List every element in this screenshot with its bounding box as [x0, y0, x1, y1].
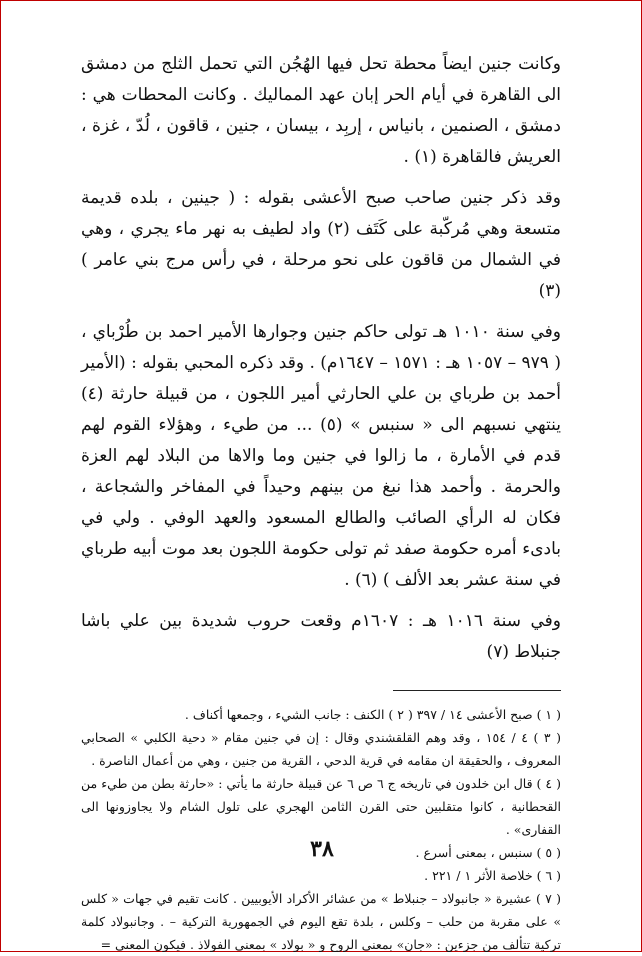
paragraph-year-1016: وفي سنة ١٠١٦ هـ : ١٦٠٧م وقعت حروب شديدة بين علي باشا جنبلاط (٧)	[81, 611, 561, 662]
footnote-3: ( ٣ ) ٤ / ١٥٤ ، وقد وهم القلقشندي وقال : إن في جنين مقام « دحية الكلبي » الصحابي المعروف ، والحقيقة ان مقامه في قرية الدحي ، القرية من جنين ، وهي من أعمال الناصرة .	[81, 730, 561, 768]
footnotes	[81, 703, 561, 956]
footnote-5: ( ٥ ) سنبس ، بمعنى أسرع .	[415, 845, 561, 860]
footnote-7: ( ٧ ) عشيرة « جانبولاد – جنبلاط » من عشائر الأكراد الأيوبيين . كانت تقيم في جهات « كلس » على مقربة من حلب – وكلس ، بلدة تقع اليوم في الجمهورية التركية – . وجانبولاد كلمة تركية تتألف من جزءين : «جان» بمعنى الروح و « بولاد » بمعنى الفولاذ . فيكون المعنى =	[81, 891, 561, 952]
page-number: ٣٨	[310, 836, 334, 862]
footnote-separator	[393, 690, 561, 691]
paragraph-subh-al-asha: وقد ذكر جنين صاحب صبح الأعشى بقوله : ( جينين ، بلده قديمة متسعة وهي مُركّبة على كَتَف (٢) واد لطيف به نهر ماء يجري ، وهي في الشمال من قاقون على نحو مرحلة ، في رأس مرج بني عامر ) (٣)	[81, 188, 562, 301]
footnote-4: ( ٤ ) قال ابن خلدون في تاريخه ج ٦ ص ٦ عن قبيلة حارثة ما يأتي : «حارثة بطن من طيء من القحطانية ، كانوا متقلبين حتى القرن الثامن الهجري على تلول الشام ولا يجاوزونها الى القفارى» .	[81, 776, 562, 837]
footnote-6: ( ٦ ) خلاصة الأثر ١ / ٢٢١ .	[424, 868, 561, 883]
document-page	[81, 49, 561, 956]
paragraph-ice-stations: وكانت جنين ايضاً محطة تحل فيها الهُجُن التي تحمل الثلج من دمشق الى القاهرة في أيام الحر إبان عهد المماليك . وكانت المحطات هي : دمشق ، الصنمين ، بانياس ، إربِد ، بيسان ، جنين ، قاقون ، لُدّ ، غزة ، العريش فالقاهرة (١) .	[81, 54, 561, 167]
footnote-1-2: ( ١ ) صبح الأعشى ١٤ / ٣٩٧ ( ٢ ) الكنف : جانب الشيء ، وجمعها أكناف .	[184, 707, 561, 722]
paragraph-emir-ahmad: وفي سنة ١٠١٠ هـ تولى حاكم جنين وجوارها الأمير احمد بن طُرْباي ، ( ٩٧٩ – ١٠٥٧ هـ : ١٥٧١ – ١٦٤٧م) . وقد ذكره المحبي بقوله : (الأمير أحمد بن طرباي بن علي الحارثي أمير اللجون ، من قبيلة حارثة (٤) ينتهي نسبهم الى « سنبس » (٥) ... من طيء ، وهؤلاء القوم لهم قدم في الأمارة ، ما زالوا في جنين وما والاها من البلاد لهم العزة والحرمة . وأحمد هذا نبغ من بينهم وحيداً في المفاخر والشجاعة ، فكان له الرأي الصائب والطالع المسعود والعهد الوفي . ولي في بادىء أمره حكومة صفد ثم تولى حكومة اللجون بعد موت أبيه طرباي في سنة عشر بعد الألف ) (٦) .	[81, 322, 561, 590]
